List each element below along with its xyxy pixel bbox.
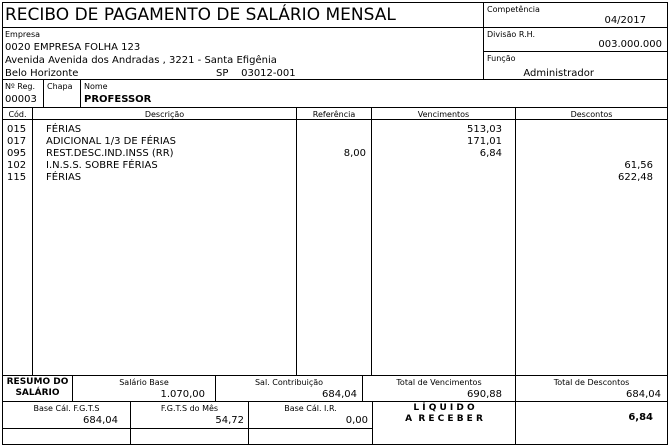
row-cod: 102 (7, 160, 27, 171)
row-cod: 015 (7, 124, 27, 135)
fgts-mes-label: F.G.T.S do Mês (160, 404, 219, 413)
salario-base-label: Salário Base (119, 378, 169, 387)
nome-label: Nome (84, 82, 108, 91)
sal-contribuicao-label: Sal. Contribuição (254, 378, 324, 387)
page-title: RECIBO DE PAGAMENTO DE SALÁRIO MENSAL (5, 5, 396, 25)
total-vencimentos-value: 690,88 (467, 389, 502, 400)
liquido-label-1: L Í Q U I D O (413, 403, 475, 413)
col-header-cod: Cód. (8, 110, 27, 119)
salario-base-value: 1.070,00 (160, 389, 205, 400)
row-vencimentos: 513,03 (467, 124, 502, 135)
fgts-mes-value: 54,72 (215, 415, 244, 426)
empresa-label: Empresa (5, 30, 41, 39)
competencia-value: 04/2017 (604, 15, 646, 26)
border-top (2, 2, 668, 3)
divider-header (2, 27, 668, 28)
funcao-label: Função (487, 54, 516, 63)
divider-right-column (483, 2, 484, 80)
col-header-referencia: Referência (312, 110, 356, 119)
col-header-vencimentos: Vencimentos (417, 110, 470, 119)
col-header-descontos: Descontos (570, 110, 613, 119)
base-ir-value: 0,00 (345, 415, 368, 426)
divisao-value: 003.000.000 (598, 39, 662, 50)
resumo-label-1: RESUMO DO (6, 377, 69, 387)
chapa-label: Chapa (47, 82, 73, 91)
row-descricao: I.N.S.S. SOBRE FÉRIAS (46, 160, 158, 171)
total-descontos-label: Total de Descontos (553, 378, 630, 387)
divider-table-header (2, 119, 668, 120)
sal-contribuicao-value: 684,04 (322, 389, 357, 400)
divider-col-cod (32, 107, 33, 376)
row-cod: 017 (7, 136, 27, 147)
divisao-label: Divisão R.H. (487, 30, 536, 39)
divider-divisao (483, 51, 667, 52)
reg-label: Nº Reg. (5, 82, 36, 91)
base-ir-label: Base Cál. I.R. (284, 404, 337, 413)
divider-summary-mid (2, 401, 668, 402)
row-descontos: 622,48 (618, 172, 653, 183)
row-cod: 115 (7, 172, 27, 183)
row-descricao: REST.DESC.IND.INSS (RR) (46, 148, 174, 159)
row-vencimentos: 6,84 (479, 148, 502, 159)
empresa-address: Avenida Avenida dos Andradas , 3221 - Santa Efigênia (5, 55, 277, 66)
divider-summary-top (2, 375, 668, 376)
divider-reg (43, 79, 44, 108)
row-descontos: 61,56 (624, 160, 653, 171)
empresa-city: Belo Horizonte (5, 68, 79, 79)
empresa-state-zip: SP 03012-001 (216, 68, 296, 79)
border-bottom (2, 444, 668, 445)
divider-empresa (2, 79, 668, 80)
liquido-label-2: A R E C E B E R (405, 414, 483, 424)
divider-employee (2, 107, 668, 108)
resumo-label-2: SALÁRIO (15, 388, 60, 398)
divider-sum-bottom-left (2, 428, 373, 429)
total-vencimentos-label: Total de Vencimentos (396, 378, 482, 387)
border-right (667, 2, 668, 445)
base-fgts-value: 684,04 (83, 415, 118, 426)
row-referencia: 8,00 (343, 148, 366, 159)
row-cod: 095 (7, 148, 27, 159)
empresa-line1: 0020 EMPRESA FOLHA 123 (5, 42, 141, 53)
col-header-descricao: Descrição (144, 110, 185, 119)
liquido-value: 6,84 (628, 412, 653, 423)
base-fgts-label: Base Cál. F.G.T.S (33, 404, 100, 413)
reg-value: 00003 (5, 94, 37, 105)
row-vencimentos: 171,01 (467, 136, 502, 147)
row-descricao: ADICIONAL 1/3 DE FÉRIAS (46, 136, 176, 147)
row-descricao: FÉRIAS (46, 172, 82, 183)
funcao-value: Administrador (523, 68, 594, 79)
divider-chapa (80, 79, 81, 108)
nome-value: PROFESSOR (84, 94, 152, 105)
row-descricao: FÉRIAS (46, 124, 82, 135)
competencia-label: Competência (487, 5, 540, 14)
divider-col-venc (515, 107, 516, 376)
total-descontos-value: 684,04 (626, 389, 661, 400)
